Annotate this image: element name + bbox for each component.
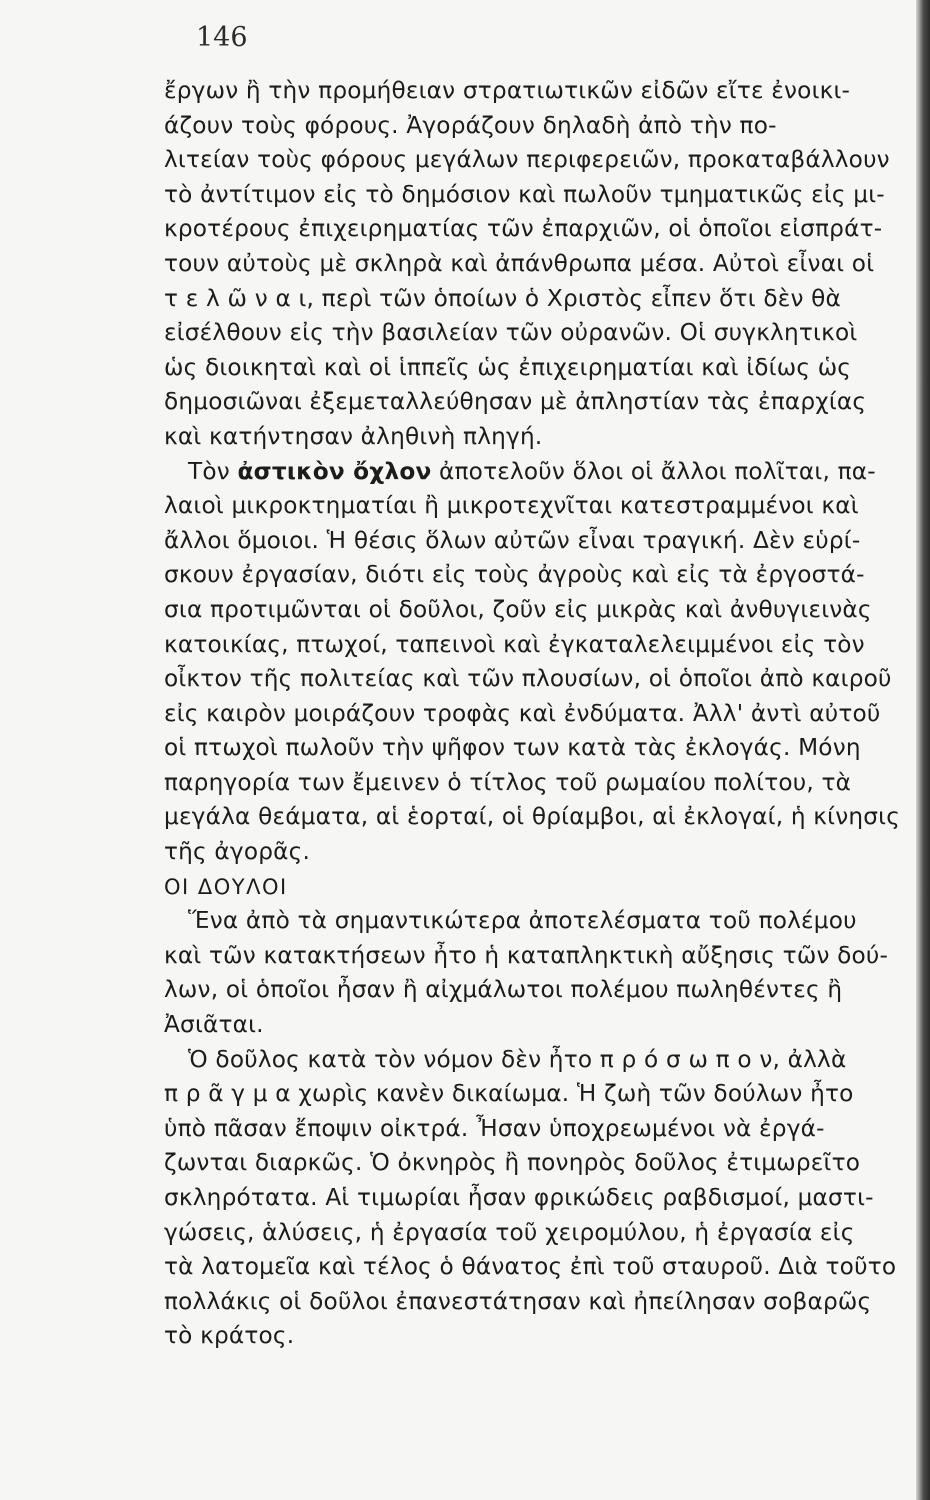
text-line: ὑπὸ πᾶσαν ἔποψιν οἰκτρά. Ἦσαν ὑποχρεωμένοι νὰ ἐργά- xyxy=(164,1114,825,1142)
text-line: παρηγορία των ἔμεινεν ὁ τίτλος τοῦ ρωμαίου πολίτου, τὰ xyxy=(164,768,852,796)
text-line: οἱ πτωχοὶ πωλοῦν τὴν ψῆφον των κατὰ τὰς ἐκλογάς. Μόνη xyxy=(164,734,861,762)
text-line: σια προτιμῶνται οἱ δοῦλοι, ζοῦν εἰς μικρὰς καὶ ἀνθυγιεινὰς xyxy=(164,595,872,623)
text-line: Ὁ δοῦλος κατὰ τὸν νόμον δὲν ἦτο π ρ ό σ ω π ο ν, ἀλλὰ xyxy=(188,1045,847,1073)
text-line: καὶ κατήντησαν ἀληθινὴ πληγή. xyxy=(164,422,543,450)
text-line: τουν αὐτοὺς μὲ σκληρὰ καὶ ἀπάνθρωπα μέσα. Αὐτοὶ εἶναι οἱ xyxy=(164,249,875,277)
text-line: ἔργων ἢ τὴν προμήθειαν στρατιωτικῶν εἰδῶν εἴτε ἐνοικι- xyxy=(164,77,851,104)
text-line: λων, οἱ ὁποῖοι ἦσαν ἢ αἰχμάλωτοι πολέμου πωληθέντες ἢ xyxy=(164,976,843,1004)
text-line: εἰσέλθουν εἰς τὴν βασιλείαν τῶν οὐρανῶν. Οἱ συγκλητικοὶ xyxy=(164,319,858,347)
text-line: τὸ ἀντίτιμον εἰς τὸ δημόσιον καὶ πωλοῦν τμηματικῶς εἰς μι- xyxy=(164,180,885,208)
text-line: κροτέρους ἐπιχειρηματίας τῶν ἐπαρχιῶν, οἱ ὁποῖοι εἰσπράτ- xyxy=(164,215,883,243)
text-line: σκληρότατα. Αἱ τιμωρίαι ἦσαν φρικώδεις ραβδισμοί, μαστι- xyxy=(164,1184,874,1211)
text-line: ὡς διοικηταὶ καὶ οἱ ἱππεῖς ὡς ἐπιχειρηματίαι καὶ ἰδίως ὡς xyxy=(164,353,852,381)
bold-term: ἀστικὸν ὄχλον xyxy=(237,457,432,485)
paragraph-3 xyxy=(164,904,910,1042)
main-text xyxy=(164,74,910,1354)
page-edge-shadow xyxy=(916,0,930,1500)
section-heading: ΟΙ ΔΟΥΛΟΙ xyxy=(164,874,288,899)
text-line: τ ε λ ῶ ν α ι, περὶ τῶν ὁποίων ὁ Χριστὸς εἶπεν ὅτι δὲν θὰ xyxy=(164,284,842,312)
text-run: ἀποτελοῦν ὅλοι οἱ ἄλλοι πολῖται, πα- xyxy=(431,457,876,485)
paragraph-2 xyxy=(164,455,910,870)
text-line: άζουν τοὺς φόρους. Ἀγοράζουν δηλαδὴ ἀπὸ τὴν πο- xyxy=(164,111,777,139)
text-line: πολλάκις οἱ δοῦλοι ἐπανεστάτησαν καὶ ἠπείλησαν σοβαρῶς xyxy=(164,1287,872,1315)
text-line: Ἀσιᾶται. xyxy=(164,1011,264,1039)
text-line: καὶ τῶν κατακτήσεων ἦτο ἡ καταπληκτικὴ αὔξησις τῶν δού- xyxy=(164,941,889,969)
text-line: τὸ κράτος. xyxy=(164,1322,295,1350)
text-line: λιτείαν τοὺς φόρους μεγάλων περιφερειῶν, προκαταβάλλουν xyxy=(164,146,890,174)
text-line: π ρ ᾶ γ μ α χωρὶς κανὲν δικαίωμα. Ἡ ζωὴ τῶν δούλων ἦτο xyxy=(164,1080,854,1108)
text-line: εἰς καιρὸν μοιράζουν τροφὰς καὶ ἐνδύματα. Ἀλλ' ἀντὶ αὐτοῦ xyxy=(164,699,881,727)
paragraph-1 xyxy=(164,74,910,455)
text-line: σκουν ἐργασίαν, διότι εἰς τοὺς ἀγροὺς καὶ εἰς τὰ ἐργοστά- xyxy=(164,561,865,589)
text-line: γώσεις, ἁλύσεις, ἡ ἐργασία τοῦ χειρομύλου, ἡ ἐργασία εἰς xyxy=(164,1218,855,1246)
text-line: τὰ λατομεῖα καὶ τέλος ὁ θάνατος ἐπὶ τοῦ σταυροῦ. Διὰ τοῦτο xyxy=(164,1253,897,1281)
text-line: μεγάλα θεάματα, αἱ ἑορταί, οἱ θρίαμβοι, αἱ ἐκλογαί, ἡ κίνησις xyxy=(164,803,901,831)
paragraph-4 xyxy=(164,1043,910,1354)
text-line: τῆς ἀγορᾶς. xyxy=(164,838,311,866)
text-line: λαιοὶ μικροκτηματίαι ἢ μικροτεχνῖται κατεστραμμένοι καὶ xyxy=(164,492,859,520)
page-number: 146 xyxy=(196,22,248,53)
text-line-first xyxy=(164,455,910,490)
text-line: κατοικίας, πτωχοί, ταπεινοὶ καὶ ἐγκαταλελειμμένοι εἰς τὸν xyxy=(164,630,865,658)
text-run: Τὸν xyxy=(188,457,238,485)
text-line: δημοσιῶναι ἐξεμεταλλεύθησαν μὲ ἀπληστίαν τὰς ἐπαρχίας xyxy=(164,388,867,416)
text-line: Ἕνα ἀπὸ τὰ σημαντικώτερα ἀποτελέσματα τοῦ πολέμου xyxy=(188,907,857,935)
text-line: οἶκτον τῆς πολιτείας καὶ τῶν πλουσίων, οἱ ὁποῖοι ἀπὸ καιροῦ xyxy=(164,665,892,693)
text-line: ἄλλοι ὅμοιοι. Ἡ θέσις ὅλων αὐτῶν εἶναι τραγική. Δὲν εὑρί- xyxy=(164,526,861,554)
text-line: ζωνται διαρκῶς. Ὁ ὀκνηρὸς ἢ πονηρὸς δοῦλος ἐτιμωρεῖτο xyxy=(164,1149,861,1177)
